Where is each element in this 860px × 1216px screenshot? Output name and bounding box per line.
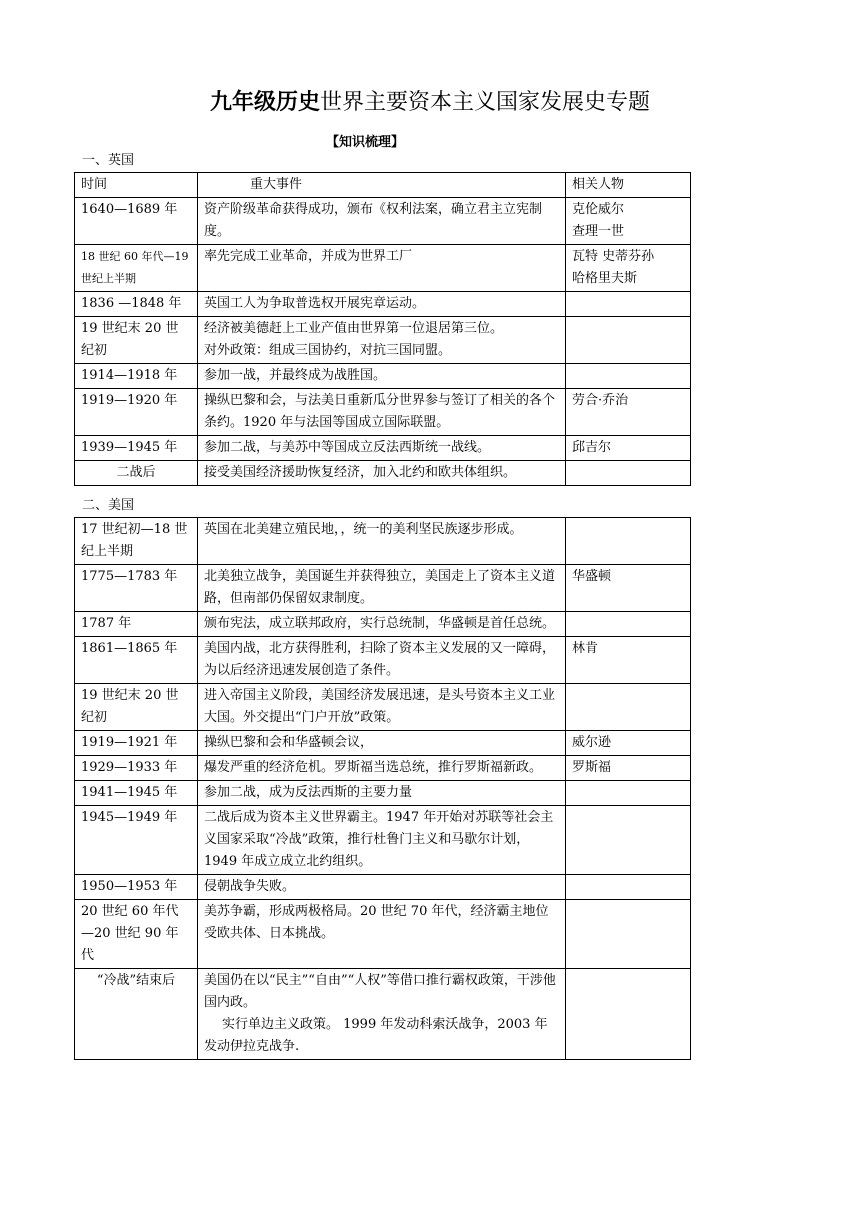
table-row <box>75 756 691 781</box>
row-people <box>566 875 691 900</box>
row-time: 19 世纪末 20 世纪初 <box>75 317 198 364</box>
row-event: 美国内战，北方获得胜利，扫除了资本主义发展的又一障碍，为以后经济迅速发展创造了条件。 <box>198 637 566 684</box>
row-people <box>566 317 691 364</box>
title-bold-part: 九年级历史 <box>209 90 320 115</box>
header-time: 时间 <box>75 173 198 198</box>
row-time: 二战后 <box>75 461 198 486</box>
header-people: 相关人物 <box>566 173 691 198</box>
row-event: 率先完成工业革命，并成为世界工厂 <box>198 245 566 292</box>
row-people: 邱吉尔 <box>566 436 691 461</box>
row-time: 1945—1949 年 <box>75 806 198 875</box>
row-event: 参加二战，成为反法西斯的主要力量 <box>198 781 566 806</box>
section-subtitle: 【知识梳理】 <box>325 135 404 150</box>
row-time: 1939—1945 年 <box>75 436 198 461</box>
table-row <box>75 781 691 806</box>
row-people <box>566 900 691 969</box>
row-time: 18 世纪 60 年代—19 世纪上半期 <box>75 245 198 292</box>
table-row <box>75 875 691 900</box>
row-time: 1914—1918 年 <box>75 364 198 389</box>
row-people <box>566 292 691 317</box>
row-event: 经济被美德赶上工业产值由世界第一位退居第三位。 对外政策：组成三国协约，对抗三国同盟。 <box>198 317 566 364</box>
row-people: 威尔逊 <box>566 731 691 756</box>
table-row <box>75 969 691 1060</box>
row-people <box>566 612 691 637</box>
row-people: 劳合·乔治 <box>566 389 691 436</box>
table-row <box>75 806 691 875</box>
row-time: “冷战”结束后 <box>75 969 198 1060</box>
row-time: 1861—1865 年 <box>75 637 198 684</box>
table-row <box>75 364 691 389</box>
row-event: 接受美国经济援助恢复经济，加入北约和欧共体组织。 <box>198 461 566 486</box>
us-section-label: 二、美国 <box>82 498 135 513</box>
row-people <box>566 684 691 731</box>
row-event-part2: 实行单边主义政策。 1999 年发动科索沃战争，2003 年发动伊拉克战争. <box>204 1017 548 1054</box>
row-people <box>566 364 691 389</box>
row-time: 1929—1933 年 <box>75 756 198 781</box>
table-row <box>75 731 691 756</box>
row-time: 1640—1689 年 <box>75 198 198 245</box>
row-event: 参加一战，并最终成为战胜国。 <box>198 364 566 389</box>
row-time: 17 世纪初—18 世纪上半期 <box>75 518 198 565</box>
row-event-part1: 美国仍在以“民主”“自由”“人权”等借口推行霸权政策，干涉他国内政。 <box>204 973 556 1010</box>
uk-table <box>74 172 691 486</box>
row-event: 北美独立战争，美国诞生并获得独立，美国走上了资本主义道路，但南部仍保留奴隶制度。 <box>198 565 566 612</box>
table-row <box>75 317 691 364</box>
page-title <box>0 88 860 118</box>
table-row <box>75 684 691 731</box>
uk-section-label: 一、英国 <box>82 153 135 168</box>
us-table <box>74 517 691 1060</box>
table-row <box>75 461 691 486</box>
row-time: 1950—1953 年 <box>75 875 198 900</box>
row-event: 颁布宪法，成立联邦政府，实行总统制，华盛顿是首任总统。 <box>198 612 566 637</box>
row-time: 1787 年 <box>75 612 198 637</box>
table-row <box>75 436 691 461</box>
table-row <box>75 389 691 436</box>
row-event: 美苏争霸，形成两极格局。20 世纪 70 年代，经济霸主地位受欧共体、日本挑战。 <box>198 900 566 969</box>
row-event: 参加二战，与美苏中等国成立反法西斯统一战线。 <box>198 436 566 461</box>
uk-header-row <box>75 173 691 198</box>
row-people: 罗斯福 <box>566 756 691 781</box>
row-event: 资产阶级革命获得成功，颁布《权利法案，确立君主立宪制度。 <box>198 198 566 245</box>
row-event <box>198 969 566 1060</box>
table-row <box>75 612 691 637</box>
row-event: 英国在北美建立殖民地，，统一的美利坚民族逐步形成。 <box>198 518 566 565</box>
row-people: 林肯 <box>566 637 691 684</box>
row-people: 瓦特 史蒂芬孙 哈格里夫斯 <box>566 245 691 292</box>
table-row <box>75 292 691 317</box>
row-people: 克伦威尔 查理一世 <box>566 198 691 245</box>
row-event: 英国工人为争取普选权开展宪章运动。 <box>198 292 566 317</box>
row-time: 19 世纪末 20 世纪初 <box>75 684 198 731</box>
row-event: 爆发严重的经济危机。罗斯福当选总统，推行罗斯福新政。 <box>198 756 566 781</box>
table-row <box>75 900 691 969</box>
row-event: 二战后成为资本主义世界霸主。1947 年开始对苏联等社会主义国家采取“冷战”政策，推行杜鲁门主义和马歇尔计划，1949 年成立成立北约组织。 <box>198 806 566 875</box>
row-people <box>566 806 691 875</box>
table-row <box>75 518 691 565</box>
row-people <box>566 518 691 565</box>
row-time: 1775—1783 年 <box>75 565 198 612</box>
row-time: 1919—1921 年 <box>75 731 198 756</box>
table-row <box>75 637 691 684</box>
row-event: 操纵巴黎和会和华盛顿会议， <box>198 731 566 756</box>
table-row <box>75 565 691 612</box>
row-time: 1919—1920 年 <box>75 389 198 436</box>
row-event: 侵朝战争失败。 <box>198 875 566 900</box>
row-time: 20 世纪 60 年代—20 世纪 90 年代 <box>75 900 198 969</box>
table-row <box>75 198 691 245</box>
title-rest: 世界主要资本主义国家发展史专题 <box>320 90 651 115</box>
row-people <box>566 781 691 806</box>
row-time: 1836 —1848 年 <box>75 292 198 317</box>
row-time: 1941—1945 年 <box>75 781 198 806</box>
row-event: 操纵巴黎和会，与法美日重新瓜分世界参与签订了相关的各个条约。1920 年与法国等国成立国际联盟。 <box>198 389 566 436</box>
row-event: 进入帝国主义阶段，美国经济发展迅速，是头号资本主义工业大国。外交提出“门户开放”政策。 <box>198 684 566 731</box>
row-people <box>566 969 691 1060</box>
table-row <box>75 245 691 292</box>
row-people <box>566 461 691 486</box>
header-event: 重大事件 <box>198 173 566 198</box>
row-people: 华盛顿 <box>566 565 691 612</box>
